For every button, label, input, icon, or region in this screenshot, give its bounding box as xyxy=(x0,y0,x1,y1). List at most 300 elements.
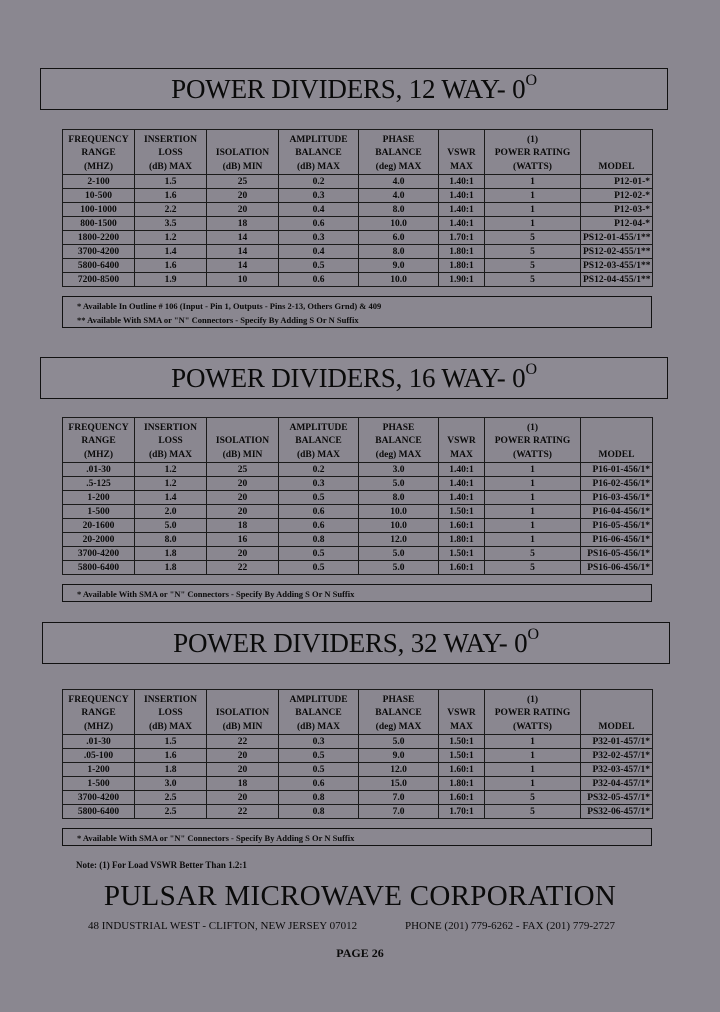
table-row xyxy=(63,273,653,287)
table-cell: 1.2 xyxy=(135,231,207,245)
column-header xyxy=(439,418,485,463)
table-cell: 3700-4200 xyxy=(63,245,135,259)
table-cell: 25 xyxy=(207,463,279,477)
table-cell: 14 xyxy=(207,259,279,273)
table-cell: 0.3 xyxy=(279,231,359,245)
table-cell: P16-03-456/1* xyxy=(581,491,653,505)
header-line: (dB) MAX xyxy=(148,449,192,460)
table-cell: 1 xyxy=(485,463,581,477)
table-cell: 0.6 xyxy=(279,505,359,519)
table-cell: 8.0 xyxy=(359,203,439,217)
header-line: VSWR xyxy=(447,436,476,446)
table-cell: P12-02-* xyxy=(581,189,653,203)
table-cell: 1-500 xyxy=(63,777,135,791)
table-cell: 1 xyxy=(485,505,581,519)
table-cell: 1.8 xyxy=(135,763,207,777)
table-cell: 3700-4200 xyxy=(63,547,135,561)
header-line: INSERTION xyxy=(144,134,197,145)
table-cell: P12-03-* xyxy=(581,203,653,217)
table-cell: 100-1000 xyxy=(63,203,135,217)
column-header xyxy=(359,130,439,175)
table-cell: 18 xyxy=(207,519,279,533)
column-header xyxy=(581,690,653,735)
table-cell: 20 xyxy=(207,189,279,203)
header-line: (MHZ) xyxy=(83,161,114,172)
header-line: INSERTION xyxy=(144,422,197,433)
table-cell: 1 xyxy=(485,533,581,547)
header-line: VSWR xyxy=(447,148,476,158)
table-row xyxy=(63,231,653,245)
table-cell: 0.5 xyxy=(279,547,359,561)
table-row xyxy=(63,245,653,259)
header-line: AMPLITUDE xyxy=(289,422,348,433)
column-header xyxy=(279,130,359,175)
header-line: LOSS xyxy=(158,708,183,718)
company-address: 48 INDUSTRIAL WEST - CLIFTON, NEW JERSEY 07012 xyxy=(88,920,358,932)
table-cell: 1.50:1 xyxy=(439,749,485,763)
header-line: (MHZ) xyxy=(83,449,114,460)
table-cell: 1.50:1 xyxy=(439,547,485,561)
table-cell: PS12-03-455/1** xyxy=(581,259,653,273)
table-row xyxy=(63,749,653,763)
header-line: (deg) MAX xyxy=(375,449,422,460)
table-cell: 3.5 xyxy=(135,217,207,231)
header-line: FREQUENCY xyxy=(68,422,129,433)
table-cell: 1.40:1 xyxy=(439,491,485,505)
table-cell: 7.0 xyxy=(359,791,439,805)
table-row xyxy=(63,777,653,791)
table-cell: 0.4 xyxy=(279,203,359,217)
table-cell: 5 xyxy=(485,561,581,575)
table-cell: 0.5 xyxy=(279,561,359,575)
table-row xyxy=(63,547,653,561)
header-line: ISOLATION xyxy=(215,708,270,718)
table-cell: 5 xyxy=(485,791,581,805)
section-3-title xyxy=(42,622,670,664)
table-cell: 3700-4200 xyxy=(63,791,135,805)
table-cell: .01-30 xyxy=(63,463,135,477)
table-cell: 5.0 xyxy=(359,735,439,749)
header-line: (deg) MAX xyxy=(375,721,422,732)
table-cell: 5 xyxy=(485,231,581,245)
header-line: PHASE xyxy=(382,134,415,145)
column-header xyxy=(207,690,279,735)
degree-symbol: O xyxy=(525,72,537,89)
table-cell: 9.0 xyxy=(359,259,439,273)
table-row xyxy=(63,533,653,547)
table-cell: PS16-05-456/1* xyxy=(581,547,653,561)
table-cell: 1.40:1 xyxy=(439,189,485,203)
header-row xyxy=(63,130,653,175)
table-cell: 1 xyxy=(485,777,581,791)
column-header xyxy=(439,690,485,735)
table-cell: 4.0 xyxy=(359,175,439,189)
table-cell: 0.2 xyxy=(279,463,359,477)
table-cell: 15.0 xyxy=(359,777,439,791)
header-line: MODEL xyxy=(598,161,635,172)
table-cell: 800-1500 xyxy=(63,217,135,231)
column-header xyxy=(485,130,581,175)
section-1-title xyxy=(40,68,668,110)
table-row xyxy=(63,519,653,533)
header-line: BALANCE xyxy=(375,708,422,718)
section-2-title-text: POWER DIVIDERS, 16 WAY- 0 xyxy=(171,362,526,393)
table-cell: 0.6 xyxy=(279,273,359,287)
table-cell: 5800-6400 xyxy=(63,259,135,273)
header-line: (dB) MAX xyxy=(148,161,192,172)
table-cell: P32-02-457/1* xyxy=(581,749,653,763)
table-cell: 1.4 xyxy=(135,245,207,259)
table-cell: P32-03-457/1* xyxy=(581,763,653,777)
table-cell: 1.4 xyxy=(135,491,207,505)
table-cell: 1 xyxy=(485,203,581,217)
header-line: BALANCE xyxy=(375,436,422,446)
table-cell: P32-01-457/1* xyxy=(581,735,653,749)
spec-table-32-way xyxy=(62,689,653,819)
table-cell: 2-100 xyxy=(63,175,135,189)
table-row xyxy=(63,735,653,749)
column-header xyxy=(207,130,279,175)
column-header xyxy=(207,418,279,463)
header-line: MODEL xyxy=(598,721,635,732)
header-line: (dB) MAX xyxy=(148,721,192,732)
table-cell: 1 xyxy=(485,749,581,763)
table-cell: 2.5 xyxy=(135,791,207,805)
table-cell: 5 xyxy=(485,245,581,259)
header-line: BALANCE xyxy=(295,436,342,446)
table-cell: 1.5 xyxy=(135,175,207,189)
header-line: BALANCE xyxy=(295,708,342,718)
table-cell: 1.60:1 xyxy=(439,561,485,575)
table-cell: 1.2 xyxy=(135,477,207,491)
column-header xyxy=(581,130,653,175)
table-cell: 1.70:1 xyxy=(439,231,485,245)
table-cell: 20-2000 xyxy=(63,533,135,547)
table-cell: 5.0 xyxy=(359,477,439,491)
table-cell: 1.40:1 xyxy=(439,463,485,477)
header-line: (MHZ) xyxy=(83,721,114,732)
table-cell: 5800-6400 xyxy=(63,805,135,819)
table-cell: PS16-06-456/1* xyxy=(581,561,653,575)
table-cell: 12.0 xyxy=(359,533,439,547)
table-cell: 1 xyxy=(485,519,581,533)
column-header xyxy=(279,418,359,463)
company-name: PULSAR MICROWAVE CORPORATION xyxy=(103,880,617,912)
table-cell: 1.60:1 xyxy=(439,791,485,805)
table-cell: 1.8 xyxy=(135,561,207,575)
header-line: RANGE xyxy=(81,708,116,718)
table-cell: 0.8 xyxy=(279,791,359,805)
table-cell: P16-01-456/1* xyxy=(581,463,653,477)
table-cell: 1 xyxy=(485,763,581,777)
table-cell: 1.80:1 xyxy=(439,259,485,273)
table-cell: 1.40:1 xyxy=(439,477,485,491)
table-cell: 18 xyxy=(207,777,279,791)
table-cell: 7.0 xyxy=(359,805,439,819)
table-cell: 1-500 xyxy=(63,505,135,519)
spec-table-16-way xyxy=(62,417,653,575)
table-cell: 14 xyxy=(207,245,279,259)
table-row xyxy=(63,217,653,231)
table-cell: 1.5 xyxy=(135,735,207,749)
table-cell: 1.50:1 xyxy=(439,505,485,519)
table-row xyxy=(63,505,653,519)
header-line: (dB) MIN xyxy=(222,449,263,460)
table-cell: 1.80:1 xyxy=(439,777,485,791)
table-cell: 1.90:1 xyxy=(439,273,485,287)
table-cell: 2.5 xyxy=(135,805,207,819)
section-1-title-text: POWER DIVIDERS, 12 WAY- 0 xyxy=(171,73,526,104)
table-cell: 20 xyxy=(207,547,279,561)
header-line: (deg) MAX xyxy=(375,161,422,172)
column-header xyxy=(135,130,207,175)
table-cell: 3.0 xyxy=(359,463,439,477)
header-line: (dB) MIN xyxy=(222,161,263,172)
table-cell: 4.0 xyxy=(359,189,439,203)
table-cell: 0.8 xyxy=(279,805,359,819)
table-cell: 22 xyxy=(207,735,279,749)
section-3-title-text: POWER DIVIDERS, 32 WAY- 0 xyxy=(173,627,528,658)
table-row xyxy=(63,477,653,491)
table-row xyxy=(63,491,653,505)
table-cell: 1 xyxy=(485,477,581,491)
section-1-notes xyxy=(62,296,652,328)
table-cell: 1.70:1 xyxy=(439,805,485,819)
table-cell: 8.0 xyxy=(359,491,439,505)
table-cell: 2.2 xyxy=(135,203,207,217)
header-line: VSWR xyxy=(447,708,476,718)
header-line: (1) xyxy=(526,134,539,145)
header-line: AMPLITUDE xyxy=(289,134,348,145)
header-line: MODEL xyxy=(598,449,635,460)
table-cell: 8.0 xyxy=(135,533,207,547)
table-cell: 0.8 xyxy=(279,533,359,547)
header-line: PHASE xyxy=(382,694,415,705)
column-header xyxy=(135,418,207,463)
header-row xyxy=(63,418,653,463)
table-cell: P16-04-456/1* xyxy=(581,505,653,519)
section-2-notes xyxy=(62,584,652,602)
header-line: (1) xyxy=(526,422,539,433)
table-cell: 1 xyxy=(485,491,581,505)
table-cell: 5.0 xyxy=(359,547,439,561)
table-cell: 10 xyxy=(207,273,279,287)
table-cell: 20 xyxy=(207,505,279,519)
table-cell: 9.0 xyxy=(359,749,439,763)
header-line: FREQUENCY xyxy=(68,694,129,705)
company-phone: PHONE (201) 779-6262 - FAX (201) 779-2727 xyxy=(405,920,615,932)
header-line: FREQUENCY xyxy=(68,134,129,145)
degree-symbol: O xyxy=(525,361,537,378)
table-cell: PS12-04-455/1** xyxy=(581,273,653,287)
table-cell: 18 xyxy=(207,217,279,231)
table-cell: 5800-6400 xyxy=(63,561,135,575)
header-line: RANGE xyxy=(81,436,116,446)
table-cell: 1.40:1 xyxy=(439,203,485,217)
note-line: * Available With SMA or "N" Connectors - Specify By Adding S Or N Suffix xyxy=(77,833,355,843)
column-header xyxy=(485,690,581,735)
table-cell: 1.40:1 xyxy=(439,175,485,189)
table-cell: 1 xyxy=(485,217,581,231)
header-line: (WATTS) xyxy=(513,721,552,732)
note-line: * Available With SMA or "N" Connectors - Specify By Adding S Or N Suffix xyxy=(77,589,355,599)
table-cell: P16-02-456/1* xyxy=(581,477,653,491)
header-row xyxy=(63,690,653,735)
table-cell: .01-30 xyxy=(63,735,135,749)
table-cell: P16-05-456/1* xyxy=(581,519,653,533)
header-line: PHASE xyxy=(382,422,415,433)
table-cell: 20 xyxy=(207,791,279,805)
column-header xyxy=(439,130,485,175)
table-cell: 1.6 xyxy=(135,749,207,763)
degree-symbol: O xyxy=(527,626,539,643)
table-cell: 0.3 xyxy=(279,189,359,203)
table-cell: 5.0 xyxy=(135,519,207,533)
table-cell: P16-06-456/1* xyxy=(581,533,653,547)
header-line: MAX xyxy=(450,721,473,732)
header-line: (WATTS) xyxy=(513,161,552,172)
table-cell: 1.80:1 xyxy=(439,533,485,547)
table-cell: 0.4 xyxy=(279,245,359,259)
header-line: POWER RATING xyxy=(494,148,571,158)
table-row xyxy=(63,791,653,805)
table-cell: 5 xyxy=(485,273,581,287)
table-cell: P12-04-* xyxy=(581,217,653,231)
table-cell: 16 xyxy=(207,533,279,547)
header-line: (WATTS) xyxy=(513,449,552,460)
column-header xyxy=(279,690,359,735)
table-cell: 1.2 xyxy=(135,463,207,477)
table-cell: 1.50:1 xyxy=(439,735,485,749)
table-cell: 1.60:1 xyxy=(439,519,485,533)
table-row xyxy=(63,259,653,273)
footnote: Note: (1) For Load VSWR Better Than 1.2:1 xyxy=(76,860,247,870)
table-cell: 0.6 xyxy=(279,217,359,231)
header-line: BALANCE xyxy=(295,148,342,158)
table-cell: 10.0 xyxy=(359,217,439,231)
table-cell: 14 xyxy=(207,231,279,245)
table-cell: 0.2 xyxy=(279,175,359,189)
header-line: INSERTION xyxy=(144,694,197,705)
table-cell: PS12-02-455/1** xyxy=(581,245,653,259)
table-cell: 1.9 xyxy=(135,273,207,287)
table-row xyxy=(63,763,653,777)
table-cell: P32-04-457/1* xyxy=(581,777,653,791)
table-cell: 3.0 xyxy=(135,777,207,791)
table-cell: 1.6 xyxy=(135,259,207,273)
header-line: AMPLITUDE xyxy=(289,694,348,705)
note-line: ** Available With SMA or "N" Connectors - Specify By Adding S Or N Suffix xyxy=(77,315,359,325)
page-number: PAGE 26 xyxy=(336,946,384,960)
table-cell: 20 xyxy=(207,763,279,777)
note-line: * Available In Outline # 106 (Input - Pin 1, Outputs - Pins 2-13, Others Grnd) & 409 xyxy=(77,301,382,311)
table-row xyxy=(63,561,653,575)
table-cell: 1-200 xyxy=(63,763,135,777)
header-line: POWER RATING xyxy=(494,708,571,718)
column-header xyxy=(135,690,207,735)
table-cell: 1.80:1 xyxy=(439,245,485,259)
table-row xyxy=(63,203,653,217)
table-cell: 5 xyxy=(485,547,581,561)
table-cell: 0.6 xyxy=(279,519,359,533)
header-line: (dB) MAX xyxy=(296,721,340,732)
table-cell: 0.6 xyxy=(279,777,359,791)
header-line: ISOLATION xyxy=(215,148,270,158)
column-header xyxy=(63,130,135,175)
table-cell: 10.0 xyxy=(359,519,439,533)
table-cell: 1.40:1 xyxy=(439,217,485,231)
section-2-title xyxy=(40,357,668,399)
header-line: (1) xyxy=(526,694,539,705)
header-line: ISOLATION xyxy=(215,436,270,446)
table-cell: PS12-01-455/1** xyxy=(581,231,653,245)
table-cell: 7200-8500 xyxy=(63,273,135,287)
table-cell: PS32-06-457/1* xyxy=(581,805,653,819)
header-line: MAX xyxy=(450,449,473,460)
header-line: (dB) MAX xyxy=(296,161,340,172)
header-line: LOSS xyxy=(158,436,183,446)
header-line: (dB) MIN xyxy=(222,721,263,732)
table-cell: 0.5 xyxy=(279,259,359,273)
table-row xyxy=(63,189,653,203)
table-cell: 22 xyxy=(207,805,279,819)
table-cell: 0.3 xyxy=(279,477,359,491)
table-cell: 8.0 xyxy=(359,245,439,259)
section-3-notes xyxy=(62,828,652,846)
table-cell: 5 xyxy=(485,805,581,819)
header-line: LOSS xyxy=(158,148,183,158)
column-header xyxy=(359,418,439,463)
header-line: (dB) MAX xyxy=(296,449,340,460)
table-row xyxy=(63,805,653,819)
table-cell: 0.5 xyxy=(279,491,359,505)
header-line: RANGE xyxy=(81,148,116,158)
table-cell: 25 xyxy=(207,175,279,189)
table-cell: 20 xyxy=(207,749,279,763)
table-cell: 0.3 xyxy=(279,735,359,749)
table-row xyxy=(63,175,653,189)
header-line: BALANCE xyxy=(375,148,422,158)
spec-table-12-way xyxy=(62,129,653,287)
table-cell: P12-01-* xyxy=(581,175,653,189)
table-cell: 1.60:1 xyxy=(439,763,485,777)
table-cell: 22 xyxy=(207,561,279,575)
table-cell: 5 xyxy=(485,259,581,273)
table-cell: 6.0 xyxy=(359,231,439,245)
header-line: MAX xyxy=(450,161,473,172)
table-cell: 1800-2200 xyxy=(63,231,135,245)
table-cell: 20 xyxy=(207,203,279,217)
column-header xyxy=(581,418,653,463)
table-cell: 1.8 xyxy=(135,547,207,561)
table-cell: 10.0 xyxy=(359,273,439,287)
table-cell: 1 xyxy=(485,735,581,749)
column-header xyxy=(63,690,135,735)
table-cell: 20 xyxy=(207,477,279,491)
column-header xyxy=(359,690,439,735)
table-cell: 10.0 xyxy=(359,505,439,519)
table-cell: 1 xyxy=(485,175,581,189)
table-cell: 5.0 xyxy=(359,561,439,575)
table-cell: .5-125 xyxy=(63,477,135,491)
table-cell: 20 xyxy=(207,491,279,505)
header-line: POWER RATING xyxy=(494,436,571,446)
table-cell: 12.0 xyxy=(359,763,439,777)
column-header xyxy=(63,418,135,463)
table-cell: PS32-05-457/1* xyxy=(581,791,653,805)
table-cell: 0.5 xyxy=(279,749,359,763)
table-cell: 10-500 xyxy=(63,189,135,203)
